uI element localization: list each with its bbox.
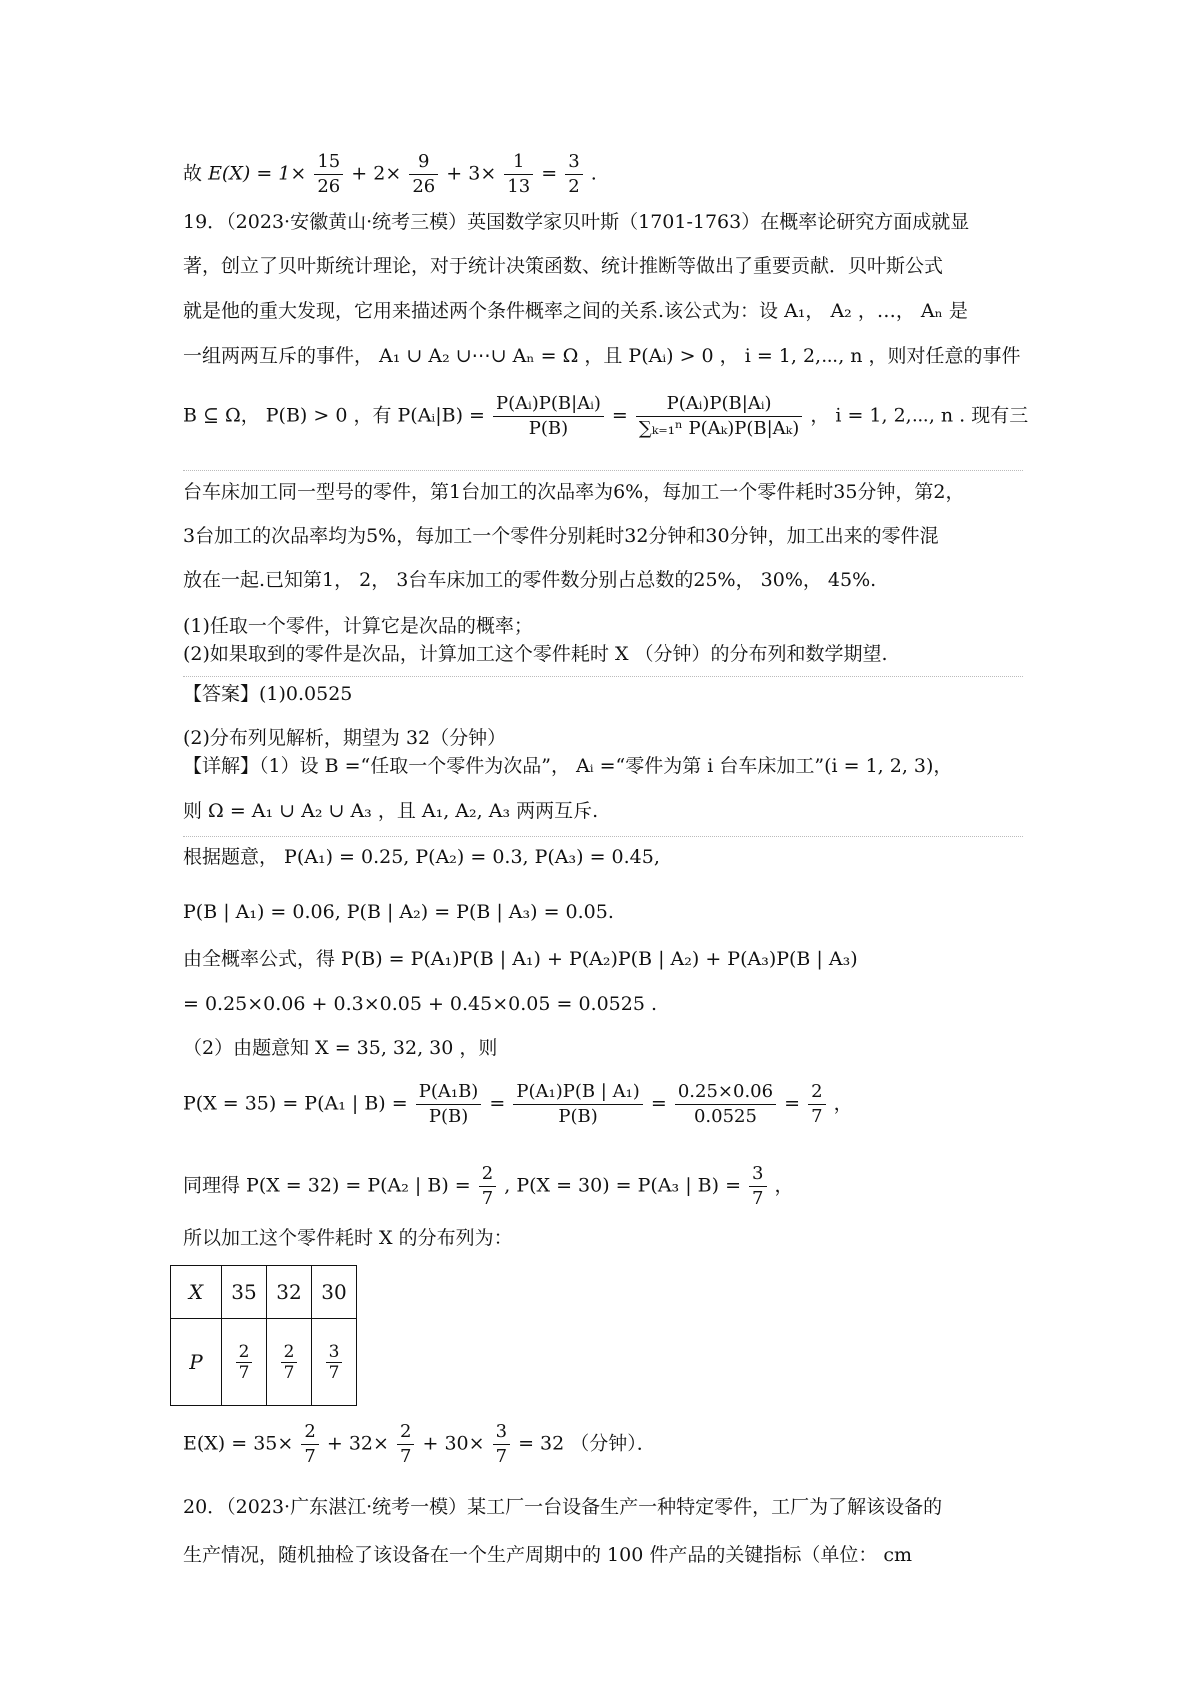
table-row — [171, 1319, 357, 1406]
fraction — [749, 1162, 766, 1211]
distribution-intro: 所以加工这个零件耗时 X 的分布列为： — [183, 1227, 513, 1249]
q19-sub-2: (2)如果取到的零件是次品，计算加工这个零件耗时 X （分钟）的分布列和数学期望. — [183, 643, 888, 665]
denominator: 7 — [238, 1362, 250, 1383]
operator: + 30× — [422, 1432, 485, 1455]
fraction — [504, 150, 533, 199]
equation-mid: , P(X = 30) = P(A₃ | B) = — [504, 1174, 741, 1197]
divider — [183, 676, 1023, 677]
fraction — [493, 1420, 510, 1469]
numerator: 2 — [479, 1162, 496, 1187]
fraction — [314, 150, 343, 199]
numerator: 9 — [409, 150, 438, 175]
q19-line-7: 放在一起.已知第1， 2， 3台车床加工的零件数分别占总数的25%， 30%， 45%. — [183, 569, 877, 591]
detail-line-4: P(B | A₁) = 0.06, P(B | A₂) = P(B | A₃) = 0.05. — [183, 901, 614, 923]
numerator: 0.25×0.06 — [675, 1080, 776, 1105]
numerator: 3 — [326, 1342, 343, 1363]
denominator: P(B) — [528, 418, 569, 439]
fraction — [636, 392, 802, 441]
operator: = — [784, 1092, 801, 1115]
denominator: 7 — [811, 1106, 823, 1127]
equation-lead: E(X) = 35× — [183, 1432, 294, 1455]
numerator: P(Aᵢ)P(B|Aᵢ) — [493, 392, 604, 417]
equation-lead: P(X = 35) = P(A₁ | B) = — [183, 1092, 408, 1115]
table-cell: 35 — [222, 1266, 267, 1319]
q19-line-5: 台车床加工同一型号的零件，第1台加工的次品率为6%，每加工一个零件耗时35分钟，第2， — [183, 481, 965, 503]
operator: = — [541, 162, 558, 185]
denominator: 7 — [283, 1362, 295, 1383]
q19-line-1: 19．（2023·安徽黄山·统考三模）英国数学家贝叶斯（1701-1763）在概率论研究方面成就显 — [183, 211, 970, 233]
fraction — [281, 1342, 298, 1383]
denominator: 26 — [317, 176, 341, 197]
operator: = — [650, 1092, 667, 1115]
formula-lead: B ⊆ Ω， P(B) > 0 ，有 P(Aᵢ|B) = — [183, 404, 485, 427]
q19-line-4: 一组两两互斥的事件， A₁ ∪ A₂ ∪⋯∪ Aₙ = Ω ，且 P(Aᵢ) > 0 ， i = 1, 2,⋯, n ，则对任意的事件 — [183, 345, 1021, 367]
numerator: P(Aᵢ)P(B|Aᵢ) — [636, 392, 802, 417]
denominator: ∑ₖ₌₁ⁿ P(Aₖ)P(B|Aₖ) — [638, 418, 800, 439]
table-cell — [312, 1319, 357, 1406]
table-cell: P — [171, 1319, 222, 1406]
fraction — [416, 1080, 482, 1129]
divider — [183, 836, 1023, 837]
detail-line-2: 则 Ω = A₁ ∪ A₂ ∪ A₃ ，且 A₁, A₂, A₃ 两两互斥. — [183, 800, 599, 822]
table-row — [171, 1266, 357, 1319]
q19-line-6: 3台加工的次品率均为5%，每加工一个零件分别耗时32分钟和30分钟，加工出来的零件混 — [183, 525, 939, 547]
numerator: 3 — [749, 1162, 766, 1187]
equation-tail: = 32 （分钟）． — [518, 1432, 656, 1455]
operator: + 3× — [446, 162, 497, 185]
period: . — [590, 162, 597, 185]
q19-line-2: 著，创立了贝叶斯统计理论，对于统计决策函数、统计推断等做出了重要贡献．贝叶斯公式 — [183, 255, 944, 277]
denominator: P(B) — [428, 1106, 469, 1127]
intro-prefix: 故 — [183, 162, 203, 185]
operator: = — [611, 404, 628, 427]
detail-line-6: = 0.25×0.06 + 0.3×0.05 + 0.45×0.05 = 0.0525 . — [183, 993, 658, 1015]
numerator: 2 — [236, 1342, 253, 1363]
fraction — [513, 1080, 642, 1129]
numerator: 2 — [808, 1080, 825, 1105]
detail-line-3: 根据题意， P(A₁) = 0.25, P(A₂) = 0.3, P(A₃) = 0.45, — [183, 846, 660, 868]
table-cell: 32 — [267, 1266, 312, 1319]
numerator: 1 — [504, 150, 533, 175]
fraction — [493, 392, 604, 441]
denominator: 7 — [481, 1188, 494, 1209]
comma: ， — [833, 1092, 853, 1115]
fraction — [397, 1420, 414, 1469]
numerator: 2 — [397, 1420, 414, 1445]
intro-expr: E(X) = 1× — [208, 162, 307, 185]
numerator: 2 — [281, 1342, 298, 1363]
fraction — [236, 1342, 253, 1383]
bayes-formula — [183, 392, 1028, 441]
fraction — [675, 1080, 776, 1129]
denominator: 7 — [752, 1188, 764, 1209]
detail-line-7: （2）由题意知 X = 35, 32, 30 ，则 — [183, 1037, 498, 1059]
operator: + 32× — [326, 1432, 389, 1455]
intro-expectation — [183, 150, 597, 199]
operator: = — [489, 1092, 506, 1115]
denominator: 13 — [507, 176, 531, 197]
detail-line-1: 【详解】（1）设 B =“任取一个零件为次品”， Aᵢ =“零件为第 i 台车床加工”(i = 1, 2, 3)， — [183, 755, 953, 777]
q20-line-2: 生产情况，随机抽检了该设备在一个生产周期中的 100 件产品的关键指标（单位： cm — [183, 1544, 913, 1566]
denominator: 7 — [328, 1362, 340, 1383]
equation-p32-p30 — [183, 1162, 794, 1211]
denominator: 0.0525 — [693, 1106, 757, 1127]
table-cell — [267, 1319, 312, 1406]
denominator: 26 — [412, 176, 436, 197]
comma: ， — [774, 1174, 794, 1197]
equation-p35 — [183, 1080, 853, 1129]
operator: + 2× — [351, 162, 402, 185]
table-cell — [222, 1319, 267, 1406]
answer-line-2: (2)分布列见解析，期望为 32（分钟） — [183, 727, 507, 749]
equation-lead: 同理得 P(X = 32) = P(A₂ | B) = — [183, 1174, 471, 1197]
denominator: P(B) — [558, 1106, 598, 1127]
denominator: 7 — [399, 1446, 412, 1467]
numerator: P(A₁)P(B | A₁) — [513, 1080, 642, 1105]
denominator: 7 — [304, 1446, 316, 1467]
answer-line-1: 【答案】(1)0.0525 — [183, 683, 353, 705]
numerator: P(A₁B) — [416, 1080, 482, 1105]
denominator: 2 — [568, 176, 580, 197]
q19-line-3: 就是他的重大发现，它用来描述两个条件概率之间的关系.该公式为：设 A₁， A₂ ，…， Aₙ 是 — [183, 300, 968, 322]
fraction — [565, 150, 582, 199]
numerator: 15 — [314, 150, 343, 175]
fraction — [409, 150, 438, 199]
fraction — [301, 1420, 318, 1469]
distribution-table — [170, 1265, 357, 1406]
numerator: 3 — [493, 1420, 510, 1445]
numerator: 2 — [301, 1420, 318, 1445]
numerator: 3 — [565, 150, 582, 175]
formula-tail: ， i = 1, 2,⋯, n . 现有三 — [810, 404, 1029, 427]
q20-line-1: 20．（2023·广东湛江·统考一模）某工厂一台设备生产一种特定零件，工厂为了解该设备的 — [183, 1496, 943, 1518]
expectation-result — [183, 1420, 656, 1469]
fraction — [808, 1080, 825, 1129]
table-cell: X — [171, 1266, 222, 1319]
detail-line-5: 由全概率公式，得 P(B) = P(A₁)P(B | A₁) + P(A₂)P(B | A₂) + P(A₃)P(B | A₃) — [183, 948, 858, 970]
denominator: 7 — [495, 1446, 508, 1467]
table-cell: 30 — [312, 1266, 357, 1319]
divider — [183, 470, 1023, 471]
fraction — [479, 1162, 496, 1211]
fraction — [326, 1342, 343, 1383]
q19-sub-1: (1)任取一个零件，计算它是次品的概率； — [183, 615, 533, 637]
